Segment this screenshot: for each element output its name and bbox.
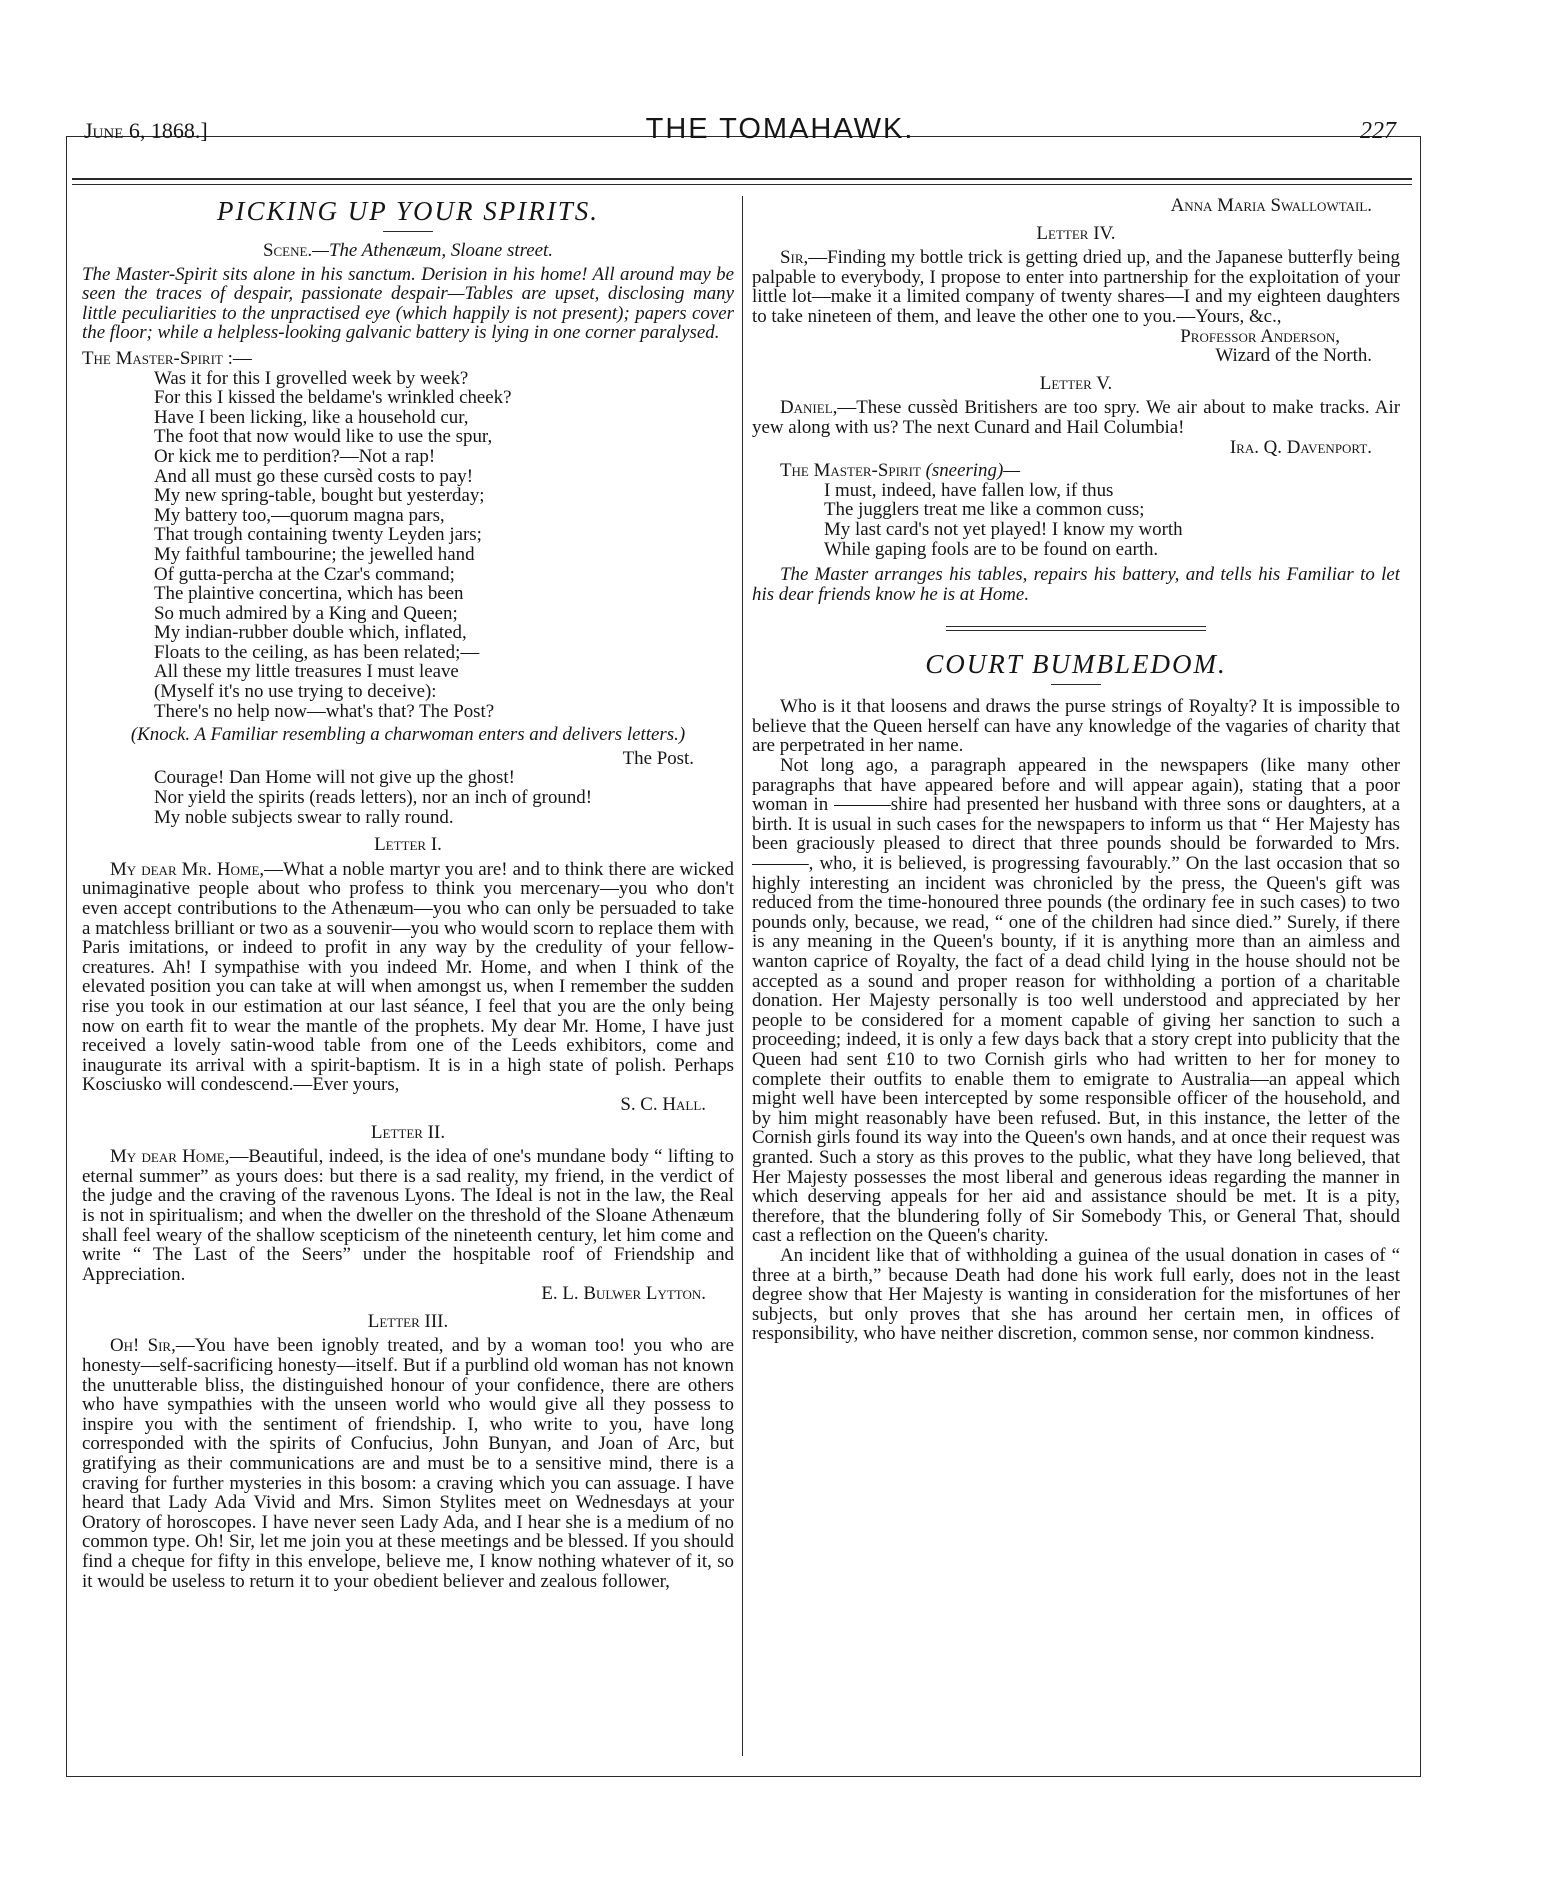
verse-line: My noble subjects swear to rally round. [154, 806, 454, 828]
letter-2-opening: My dear Home, [110, 1146, 230, 1168]
stage-direction: The Master-Spirit sits alone in his sanctum. Derision in his home! All around may be seen the traces of despair, passionate despair—Tables are upset, disclosing many little peculiarities to the unpractised eye (which happily is not present); papers cover the floor; while a helpless-looking galvanic battery is lying in one corner paralysed. [82, 263, 734, 344]
scene-text: —The Athenæum, Sloane street. [312, 240, 553, 261]
verse-line: And all must go these cursèd costs to pay! [154, 465, 473, 487]
closing-direction: The Master arranges his tables, repairs his battery, and tells his Familiar to let his dear friends know he is at Home. [752, 564, 1400, 605]
verse-line: My new spring-table, bought but yesterday; [154, 485, 485, 507]
speaker-manner: (sneering)— [925, 460, 1021, 482]
scene-line [82, 241, 734, 261]
verse-line: There's no help now—what's that? The Post? [154, 700, 495, 722]
letter-5-signature: Ira. Q. Davenport. [1229, 436, 1372, 458]
verse-line: That trough containing twenty Leyden jars; [154, 524, 482, 546]
letter-2-heading: Letter II. [370, 1121, 446, 1143]
paragraph: An incident like that of withholding a guinea of the usual donation in cases of “ three at a birth,” because Death had done his work full early, does not in the least degree show that Her Majesty is wanting in consideration for the misfortunes of her subjects, but only proves that she has around her certain men, in offices of responsibility, who have neither discretion, common sense, nor common kindness. [752, 1244, 1400, 1345]
scene-label: Scene. [262, 240, 313, 261]
verse-line: So much admired by a King and Queen; [154, 602, 458, 624]
verse-line: Of gutta-percha at the Czar's command; [154, 563, 455, 585]
verse-line: The plaintive concertina, which has been [154, 583, 464, 605]
verse-block-1 [82, 369, 734, 722]
letter-3-text: —You have been ignobly treated, and by a woman too! you who are honesty—self-sacrificing honesty—itself. But if a purblind old woman has not known the unutterable bliss, the distinguished honour of your confidence, there are others who have sympathies with the unseen world who would give all they possess to inspire you with the sentiment of friendship. I, who write to you, have long corresponded with the spirits of Confucius, John Bunyan, and Joan of Arc, but gratifying as their communications are and must be to a sensitive mind, there is a craving for further mysteries in this bosom: a craving which you can assuage. I have heard that Lady Ada Vivid and Mrs. Simon Stylites meet on Wednesdays at your Oratory of horoscopes. I have never seen Lady Ada, and I hear she is a medium of no common type. Oh! Sir, let me join you at these meetings and be blessed. If you should find a cheque for fifty in this envelope, believe me, I know nothing whatever of it, so it would be useless to return it to your obedient believer and zealous follower, [82, 1335, 734, 1592]
header-date: June 6, 1868.] [84, 118, 208, 143]
knock-direction: (Knock. A Familiar resembling a charwoman enters and delivers letters.) [130, 724, 686, 746]
paragraph: Who is it that loosens and draws the purse strings of Royalty? It is impossible to believe that the Queen herself can have any knowledge of the vagaries of charity that are perpetrated in her name. [752, 696, 1400, 757]
verse-line: Was it for this I grovelled week by week? [154, 367, 469, 389]
verse-line: My last card's not yet played! I know my worth [824, 518, 1183, 540]
verse-line: Courage! Dan Home will not give up the ghost! [154, 767, 515, 789]
post-label: The Post. [622, 747, 694, 769]
verse-line: While gaping fools are to be found on earth. [824, 538, 1159, 560]
verse-line: Nor yield the spirits (reads letters), nor an inch of ground! [154, 787, 593, 809]
title-rule [1051, 684, 1101, 685]
verse-line: All these my little treasures I must leave [154, 661, 459, 683]
bottom-border [66, 1776, 1421, 1777]
letter-2-text: —Beautiful, indeed, is the idea of one's mundane body “ lifting to eternal summer” as yours does: but there is a sad reality, my friend, in the verdict of the judge and the craving of the ravenous Lyons. The Ideal is not in the law, the Real is not in spiritualism; and when the dweller on the threshold of the Sloane Athenæum shall feel weary of the shallow scepticism of the nineteenth century, let him come and write “ The Last of the Seers” under the hospitable roof of Friendship and Appreciation. [82, 1146, 734, 1285]
article-title-court-bumbledom: COURT BUMBLEDOM. [925, 649, 1227, 680]
left-column [82, 196, 734, 1759]
article-title-picking-up: PICKING UP YOUR SPIRITS. [217, 196, 599, 226]
letter-3-opening: Oh! Sir, [110, 1335, 176, 1357]
verse-line: My indian-rubber double which, inflated, [154, 622, 467, 644]
letter-4-opening: Sir, [780, 247, 809, 269]
speaker-master-spirit: The Master-Spirit :— [82, 347, 252, 369]
letter-3-heading: Letter III. [367, 1310, 449, 1332]
verse-line: Have I been licking, like a household cur, [154, 406, 469, 428]
letter-4-signature-1: Professor Anderson, [1180, 325, 1340, 347]
letter-1-text: —What a noble martyr you are! and to think there are wicked unimaginative people about who profess to think you mercenary—you who don't even accept contributions to the Athenæum—you who can only be persuaded to take a matchless brilliant or two as a souvenir—you who would scorn to replace them with Paris imitations, or indeed to profit in any way by the credulity of your fellow-creatures. Ah! I sympathise with you indeed Mr. Home, and when I think of the elevated position you can take at will when amongst us, when I remember the sudden rise you took in our estimation at our last séance, I feel that you are the only being now on earth fit to wear the mantle of the prophets. My dear Mr. Home, I have just received a lovely satin-wood table from one of the Leeds exhibitors, come and inaugurate its arrival with a spirit-baptism. It is in a high state of polish. Perhaps Kosciusko will condescend.—Ever yours, [82, 858, 734, 1096]
verse-block-3 [752, 481, 1400, 559]
letter-2-body [82, 1147, 734, 1284]
letter-5-opening: Daniel, [780, 397, 838, 419]
header-rule-thin [72, 184, 1412, 185]
letter-4-text: —Finding my bottle trick is getting dried up, and the Japanese butterfly being palpable to everybody, I propose to enter into partnership for the exploitation of your little lot—make it a limited company of twenty shares—I and my eighteen daughters to take nineteen of them, and leave the other one to you.—Yours, &c., [752, 247, 1400, 327]
letter-1-signature: S. C. Hall. [620, 1093, 706, 1115]
left-border [66, 136, 67, 1776]
letter-1-heading: Letter I. [374, 834, 442, 856]
letter-2-signature: E. L. Bulwer Lytton. [541, 1283, 706, 1305]
verse-line: The foot that now would like to use the spur, [154, 426, 493, 448]
letter-5-text: —These cussèd Britishers are too spry. We air about to make tracks. Air yew along with us? The next Cunard and Hail Columbia! [752, 397, 1400, 438]
verse-line: (Myself it's no use trying to deceive): [154, 681, 437, 703]
right-column [752, 196, 1400, 1759]
letter-5-heading: Letter V. [1039, 372, 1113, 394]
letter-1-opening: My dear Mr. Home, [110, 858, 265, 880]
right-border [1420, 136, 1421, 1776]
verse-line: Floats to the ceiling, as has been related;— [154, 641, 480, 663]
column-divider [742, 196, 743, 1756]
speaker-name: The Master-Spirit [780, 460, 921, 482]
verse-block-2 [82, 768, 734, 827]
header-title: THE TOMAHAWK. [645, 113, 915, 145]
letter-4-body [752, 248, 1400, 326]
header-page-number: 227 [1360, 118, 1396, 144]
letter-5-body [752, 398, 1400, 437]
article-separator [946, 626, 1206, 631]
verse-line: My faithful tambourine; the jewelled hand [154, 543, 475, 565]
letter-3-signature: Anna Maria Swallowtail. [1170, 196, 1372, 216]
verse-line: For this I kissed the beldame's wrinkled cheek? [154, 387, 512, 409]
letter-1-body [82, 860, 734, 1095]
verse-line: The jugglers treat me like a common cuss; [824, 499, 1145, 521]
letter-4-heading: Letter IV. [1036, 222, 1116, 244]
speaker-master-spirit-2 [752, 461, 1400, 481]
letter-3-body [82, 1336, 734, 1591]
header-rule [72, 178, 1412, 180]
paragraph: Not long ago, a paragraph appeared in the newspapers (like many other paragraphs that have appeared before and will appear again), stating that a poor woman in ———shire had presented her husband with three sons or daughters, at a birth. It is usual in such cases for the newspapers to inform us that “ Her Majesty has been graciously pleased to direct that three pounds should be forwarded to Mrs. ———, who, it is believed, is progressing favourably.” On the last occasion that so highly interesting an incident was chronicled by the press, the Queen's gift was reduced from the time-honoured three pounds (the ordinary fee in such cases) to two pounds only, because, we read, “ one of the children had since died.” Surely, if there is any meaning in the Queen's bounty, if it is anything more than an aimless and wanton caprice of Royalty, the fact of a dead child lying in the house should not be accepted as a sound and proper reason for withholding a portion of a charitable donation. Her Majesty personally is too well understood and appreciated by her people to be considered for a moment capable of giving her sanction to such a proceeding; indeed, it is only a few days back that a story crept into publicity that the Queen had sent £10 to two Cornish girls who had written to her for money to complete their outfits to enable them to emigrate to Australia—an appeal which might well have been intercepted by some responsible officer of the household, and by him might reasonably have been refused. But, in this instance, the letter of the Cornish girls found its way into the Queen's own hands, and at once their request was granted. Such a story as this proves to the public, what they have long believed, that Her Majesty possesses the most liberal and generous ideas regarding the manner in which deserving appeals for her aid and assistance should be met. It is a pity, therefore, that the blundering folly of Sir Somebody This, or General That, should cast a reflection on the Queen's charity. [752, 755, 1400, 1247]
verse-line: I must, indeed, have fallen low, if thus [824, 479, 1114, 501]
verse-line: My battery too,—quorum magna pars, [154, 504, 445, 526]
title-rule [383, 231, 433, 232]
letter-4-signature-2: Wizard of the North. [1215, 345, 1372, 367]
verse-line: Or kick me to perdition?—Not a rap! [154, 445, 436, 467]
